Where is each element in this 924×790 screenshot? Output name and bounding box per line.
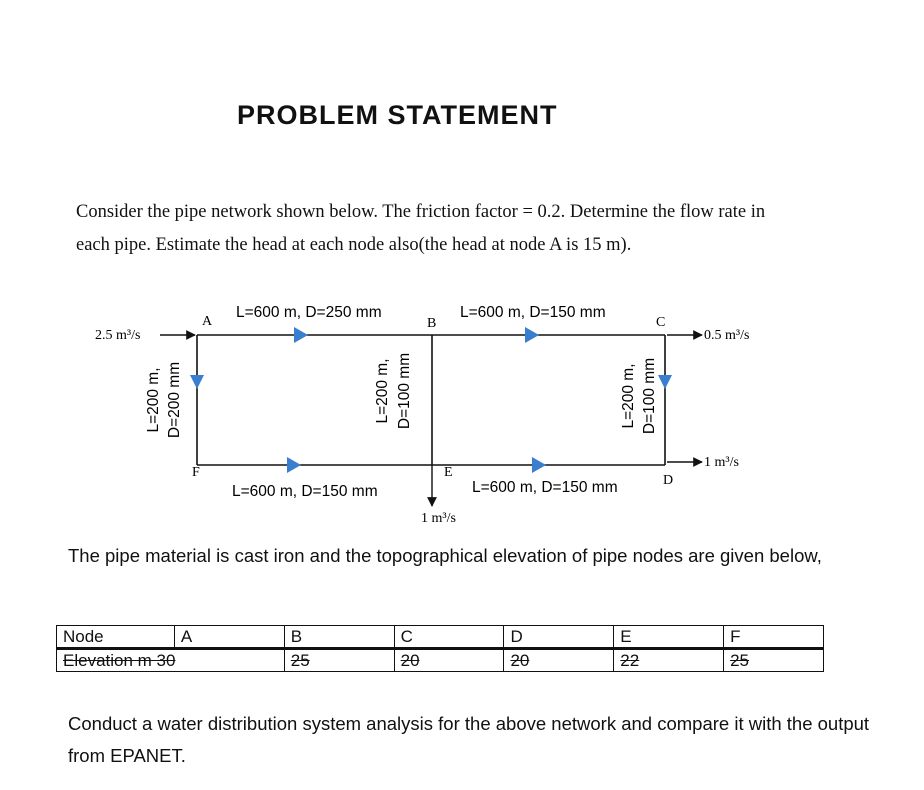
elevation-label-cell: Elevation m 30 bbox=[57, 649, 285, 672]
node-label-e: E bbox=[444, 465, 453, 480]
node-label-f: F bbox=[192, 465, 200, 480]
pipe-label-be-diameter: D=100 mm bbox=[396, 352, 413, 430]
pipe-label-af-diameter: D=200 mm bbox=[166, 361, 183, 439]
paragraph-line-1: Consider the pipe network shown below. The friction factor = 0.2. Determine the flow rate in bbox=[76, 202, 766, 222]
flow-direction-icon-ab bbox=[294, 327, 308, 343]
outflow-label-c: 0.5 m³/s bbox=[704, 328, 750, 343]
pipe-label-af-length: L=200 m, bbox=[145, 367, 162, 433]
header-a: A bbox=[174, 626, 284, 649]
node-label-a: A bbox=[202, 314, 213, 329]
header-d: D bbox=[504, 626, 614, 649]
elevation-c: 20 bbox=[394, 649, 504, 672]
table-header-row bbox=[57, 626, 824, 649]
material-text: The pipe material is cast iron and the topographical elevation of pipe nodes are given below, bbox=[68, 545, 822, 566]
conduct-text: Conduct a water distribution system analysis for the above network and compare it with the output from EPANET. bbox=[68, 713, 870, 766]
flow-direction-icon-bc bbox=[525, 327, 539, 343]
outflow-label-d: 1 m³/s bbox=[704, 455, 739, 470]
page-title: PROBLEM STATEMENT bbox=[237, 100, 558, 130]
outflow-label-e: 1 m³/s bbox=[421, 511, 456, 526]
flow-direction-icon-ed bbox=[532, 457, 546, 473]
flow-direction-icon-fe bbox=[287, 457, 301, 473]
header-e: E bbox=[614, 626, 724, 649]
pipe-label-cd-length: L=200 m, bbox=[620, 363, 637, 429]
header-b: B bbox=[284, 626, 394, 649]
header-f: F bbox=[724, 626, 824, 649]
table-row bbox=[57, 649, 824, 672]
pipe-label-ed: L=600 m, D=150 mm bbox=[472, 479, 618, 496]
elevation-e: 22 bbox=[614, 649, 724, 672]
pipe-label-be-length: L=200 m, bbox=[374, 358, 391, 424]
node-label-c: C bbox=[656, 315, 666, 330]
node-label-b: B bbox=[427, 316, 437, 331]
paragraph-line-2: each pipe. Estimate the head at each node also(the head at node A is 15 m). bbox=[76, 235, 632, 255]
flow-direction-icon-cd bbox=[658, 375, 672, 389]
header-node: Node bbox=[57, 626, 175, 649]
elevation-d: 20 bbox=[504, 649, 614, 672]
elevation-table bbox=[56, 625, 824, 672]
inflow-label-a: 2.5 m³/s bbox=[95, 328, 141, 343]
elevation-b: 25 bbox=[284, 649, 394, 672]
pipe-label-cd-diameter: D=100 mm bbox=[641, 357, 658, 435]
pipe-label-bc: L=600 m, D=150 mm bbox=[460, 304, 606, 321]
header-c: C bbox=[394, 626, 504, 649]
pipe-label-ab: L=600 m, D=250 mm bbox=[236, 304, 382, 321]
elevation-f: 25 bbox=[724, 649, 824, 672]
node-label-d: D bbox=[663, 473, 674, 488]
problem-paragraph bbox=[76, 196, 876, 262]
pipe-network-diagram bbox=[0, 290, 924, 530]
pipe-label-fe: L=600 m, D=150 mm bbox=[232, 483, 378, 500]
flow-direction-icon-af bbox=[190, 375, 204, 389]
